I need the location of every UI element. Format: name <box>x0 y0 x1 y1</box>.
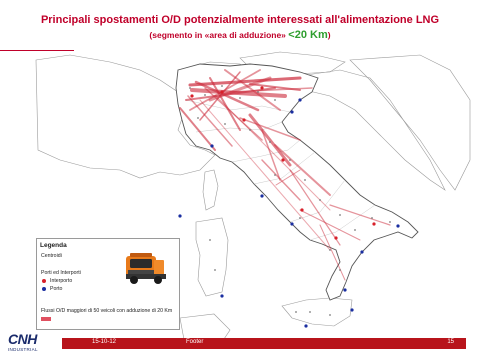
subtitle-highlight: <20 Km <box>288 29 328 41</box>
slide-title: Principali spostamenti O/D potenzialmente interessati all'alimentazione LNG <box>40 14 440 26</box>
footer-label: Footer <box>186 339 204 345</box>
interporto-dot-icon <box>42 279 46 283</box>
corsica-land <box>203 170 218 210</box>
logo-text: CNH <box>8 331 37 347</box>
subtitle-close: ) <box>327 30 331 40</box>
sardinia-land <box>196 218 228 296</box>
legend-title: Legenda <box>40 242 67 249</box>
legend-flussi: Flussi O/D maggiori di 50 veicoli con adduzione di 20 Km <box>41 308 173 314</box>
porto-dot-icon <box>42 287 46 291</box>
flow-swatch-icon <box>41 317 51 321</box>
page-number: 15 <box>447 339 454 345</box>
legend-interporto: Interporto <box>50 278 73 284</box>
subtitle-text: (segmento in «area di adduzione» <box>149 30 289 40</box>
legend-porto: Porto <box>50 286 63 292</box>
footer-bar <box>62 338 466 349</box>
cnh-logo <box>6 331 48 355</box>
legend-porti-interporti: Porti ed Interporti <box>41 270 81 276</box>
footer-date: 15-10-12 <box>92 339 117 345</box>
legend-centroidi: Centroidi <box>41 253 62 259</box>
balkans-land <box>350 55 470 190</box>
truck-icon <box>124 250 168 286</box>
logo-subtext: INDUSTRIAL <box>8 347 38 352</box>
sicily-land <box>282 298 352 326</box>
